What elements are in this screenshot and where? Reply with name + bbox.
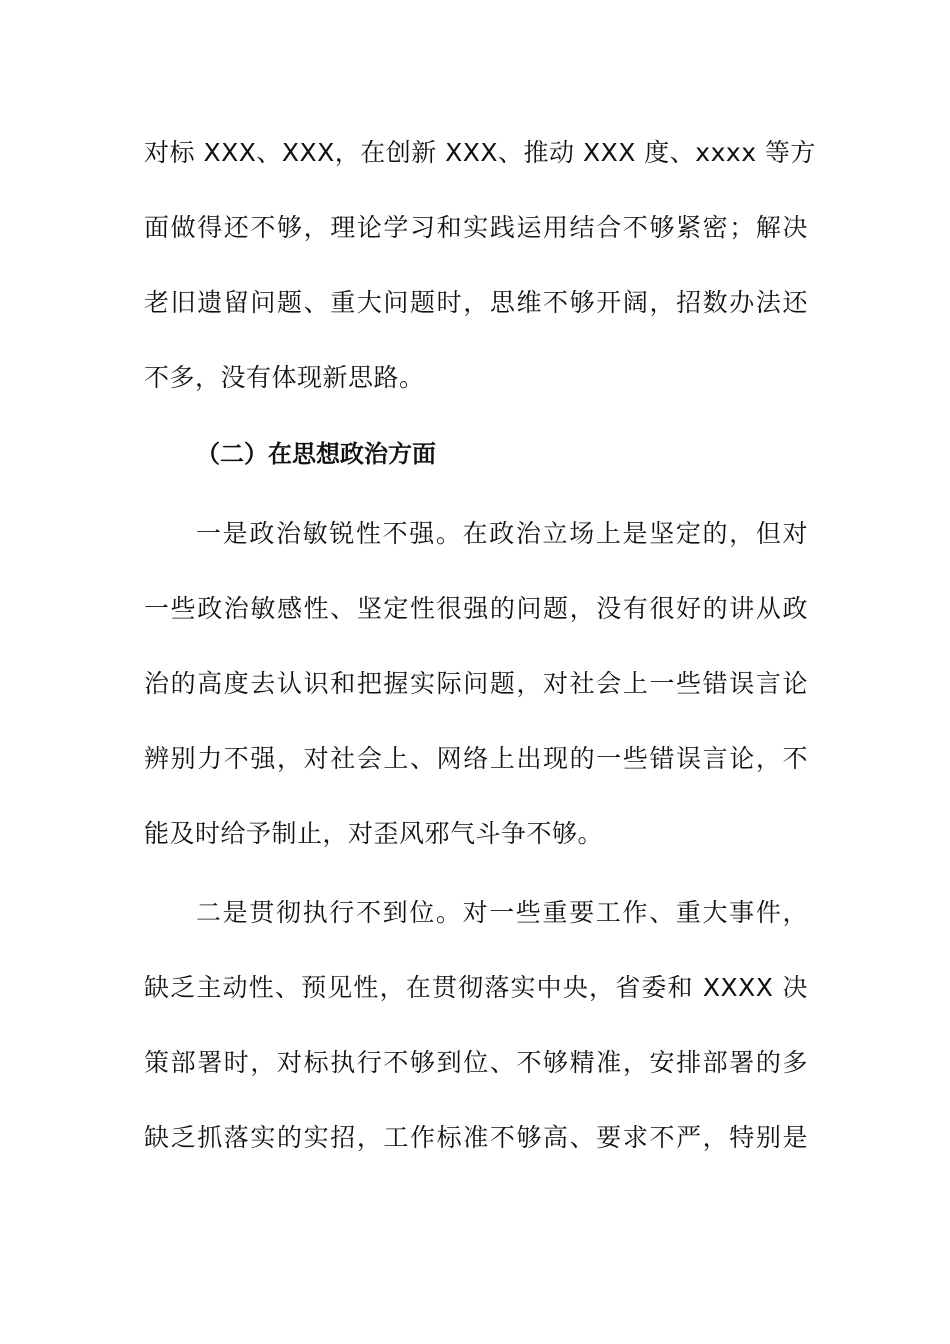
text-line: 一是政治敏锐性不强。在政治立场上是坚定的，但对	[196, 519, 808, 548]
text-line: 辨别力不强，对社会上、网络上出现的一些错误言论，不	[144, 744, 808, 773]
text-line: 一些政治敏感性、坚定性很强的问题，没有很好的讲从政	[144, 594, 808, 623]
paragraph-implementation	[144, 875, 808, 1175]
text-line: 缺乏主动性、预见性，在贯彻落实中央，省委和 XXXX 决	[144, 973, 808, 1002]
text-line: 对标 XXX、XXX，在创新 XXX、推动 XXX 度、xxxx 等方	[144, 138, 816, 167]
paragraph-continued	[144, 115, 816, 415]
text-line: 面做得还不够，理论学习和实践运用结合不够紧密；解决	[144, 213, 808, 242]
text-line: 缺乏抓落实的实招，工作标准不够高、要求不严，特别是	[144, 1123, 808, 1152]
paragraph-political-sensitivity	[144, 496, 808, 871]
section-heading: （二）在思想政治方面	[196, 440, 436, 468]
text-line: 老旧遗留问题、重大问题时，思维不够开阔，招数办法还	[144, 288, 808, 317]
text-line: 不多，没有体现新思路。	[144, 363, 425, 392]
text-line: 策部署时，对标执行不够到位、不够精准，安排部署的多	[144, 1048, 808, 1077]
text-line: 能及时给予制止，对歪风邪气斗争不够。	[144, 819, 604, 848]
text-line: 治的高度去认识和把握实际问题，对社会上一些错误言论	[144, 669, 808, 698]
text-line: 二是贯彻执行不到位。对一些重要工作、重大事件，	[196, 898, 808, 927]
